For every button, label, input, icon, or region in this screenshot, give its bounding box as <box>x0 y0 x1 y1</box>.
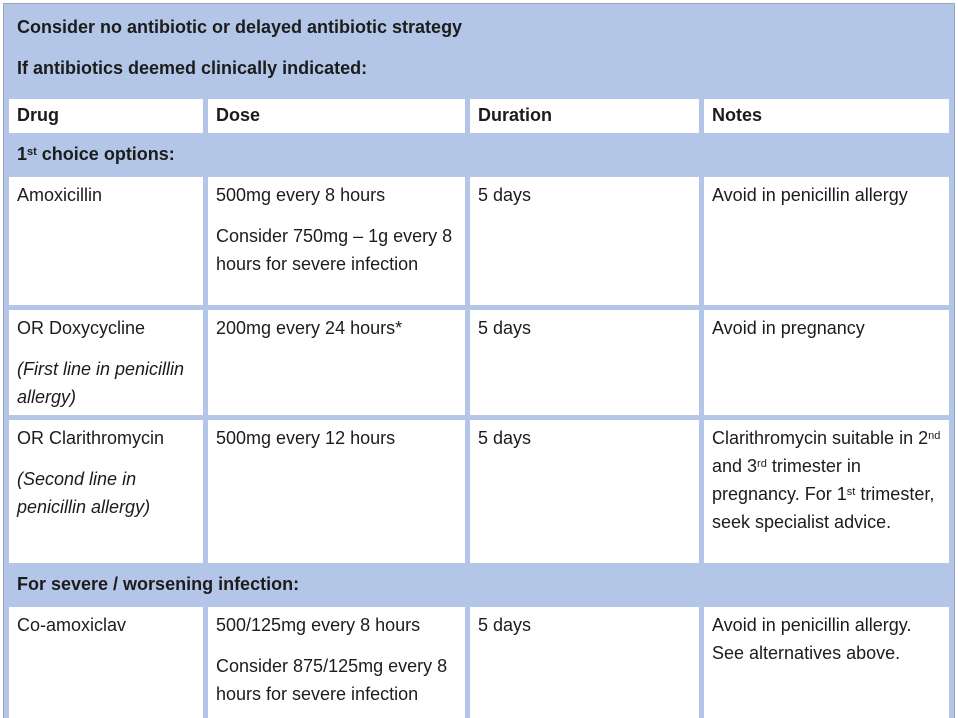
cell-drug-amoxicillin <box>9 177 203 305</box>
notes-text-part: Clarithromycin suitable in 2 <box>712 428 929 448</box>
duration-value: 5 days <box>478 428 532 448</box>
cell-duration-amoxicillin <box>470 177 699 305</box>
notes-text-part: trimester in pregnancy. For 1 <box>712 456 861 504</box>
ordinal-superscript: nd <box>928 430 941 443</box>
ordinal-superscript: rd <box>757 458 767 471</box>
dose-line: Consider 750mg – 1g every 8 hours for severe infection <box>216 226 453 274</box>
column-header-notes: Notes <box>704 99 949 133</box>
preamble-line1: Consider no antibiotic or delayed antibiotic strategy <box>17 17 463 37</box>
ordinal-superscript: st <box>27 146 37 159</box>
section-row-first-choice <box>9 138 949 172</box>
cell-notes-amoxicillin <box>704 177 949 305</box>
preamble-row <box>9 9 949 94</box>
cell-duration-doxycycline <box>470 310 699 415</box>
drug-name: Co-amoxiclav <box>17 615 127 635</box>
column-header-drug: Drug <box>9 99 203 133</box>
cell-duration-coamoxiclav <box>470 607 699 718</box>
section-header-first-choice <box>9 138 949 172</box>
antibiotic-guideline-table <box>3 3 955 718</box>
table-row-clarithromycin <box>9 420 949 563</box>
cell-duration-clarithromycin <box>470 420 699 563</box>
column-header-dose: Dose <box>208 99 465 133</box>
preamble-cell <box>9 9 949 94</box>
section-text-part: choice options: <box>36 144 175 164</box>
cell-notes-clarithromycin <box>704 420 949 563</box>
drug-name: OR Clarithromycin <box>17 428 165 448</box>
section-first-choice-text <box>17 140 941 168</box>
cell-drug-doxycycline <box>9 310 203 415</box>
cell-notes-doxycycline <box>704 310 949 415</box>
cell-drug-coamoxiclav <box>9 607 203 718</box>
dose-line: 500mg every 8 hours <box>216 185 386 205</box>
section-row-severe <box>9 568 949 602</box>
cell-dose-doxycycline <box>208 310 465 415</box>
table-row-amoxicillin <box>9 177 949 305</box>
duration-value: 5 days <box>478 185 532 205</box>
section-text-part: 1 <box>17 144 28 164</box>
drug-name: Amoxicillin <box>17 185 103 205</box>
dose-line: 500/125mg every 8 hours <box>216 615 421 635</box>
section-header-severe <box>9 568 949 602</box>
notes-text <box>712 424 941 536</box>
column-header-row <box>9 99 949 133</box>
duration-value: 5 days <box>478 615 532 635</box>
notes-text-part: trimester, seek specialist advice. <box>712 484 935 532</box>
dose-line: 200mg every 24 hours* <box>216 318 403 338</box>
drug-name: OR Doxycycline <box>17 318 146 338</box>
notes-text: Avoid in pregnancy <box>712 318 865 338</box>
table-row-doxycycline <box>9 310 949 415</box>
duration-value: 5 days <box>478 318 532 338</box>
dose-line: Consider 875/125mg every 8 hours for severe infection <box>216 656 448 704</box>
cell-dose-coamoxiclav <box>208 607 465 718</box>
preamble-line2: If antibiotics deemed clinically indicated: <box>17 58 368 78</box>
notes-text-part: and 3 <box>712 456 758 476</box>
column-header-duration: Duration <box>470 99 699 133</box>
cell-dose-clarithromycin <box>208 420 465 563</box>
cell-drug-clarithromycin <box>9 420 203 563</box>
dose-line: 500mg every 12 hours <box>216 428 396 448</box>
notes-text: Avoid in penicillin allergy. See alternatives above. <box>712 615 912 663</box>
drug-qualifier: (First line in penicillin allergy) <box>17 359 185 407</box>
table-row-coamoxiclav <box>9 607 949 718</box>
ordinal-superscript: st <box>846 486 856 499</box>
section-severe-text: For severe / worsening infection: <box>17 574 300 594</box>
notes-text: Avoid in penicillin allergy <box>712 185 908 205</box>
cell-dose-amoxicillin <box>208 177 465 305</box>
drug-qualifier: (Second line in penicillin allergy) <box>17 469 151 517</box>
cell-notes-coamoxiclav <box>704 607 949 718</box>
